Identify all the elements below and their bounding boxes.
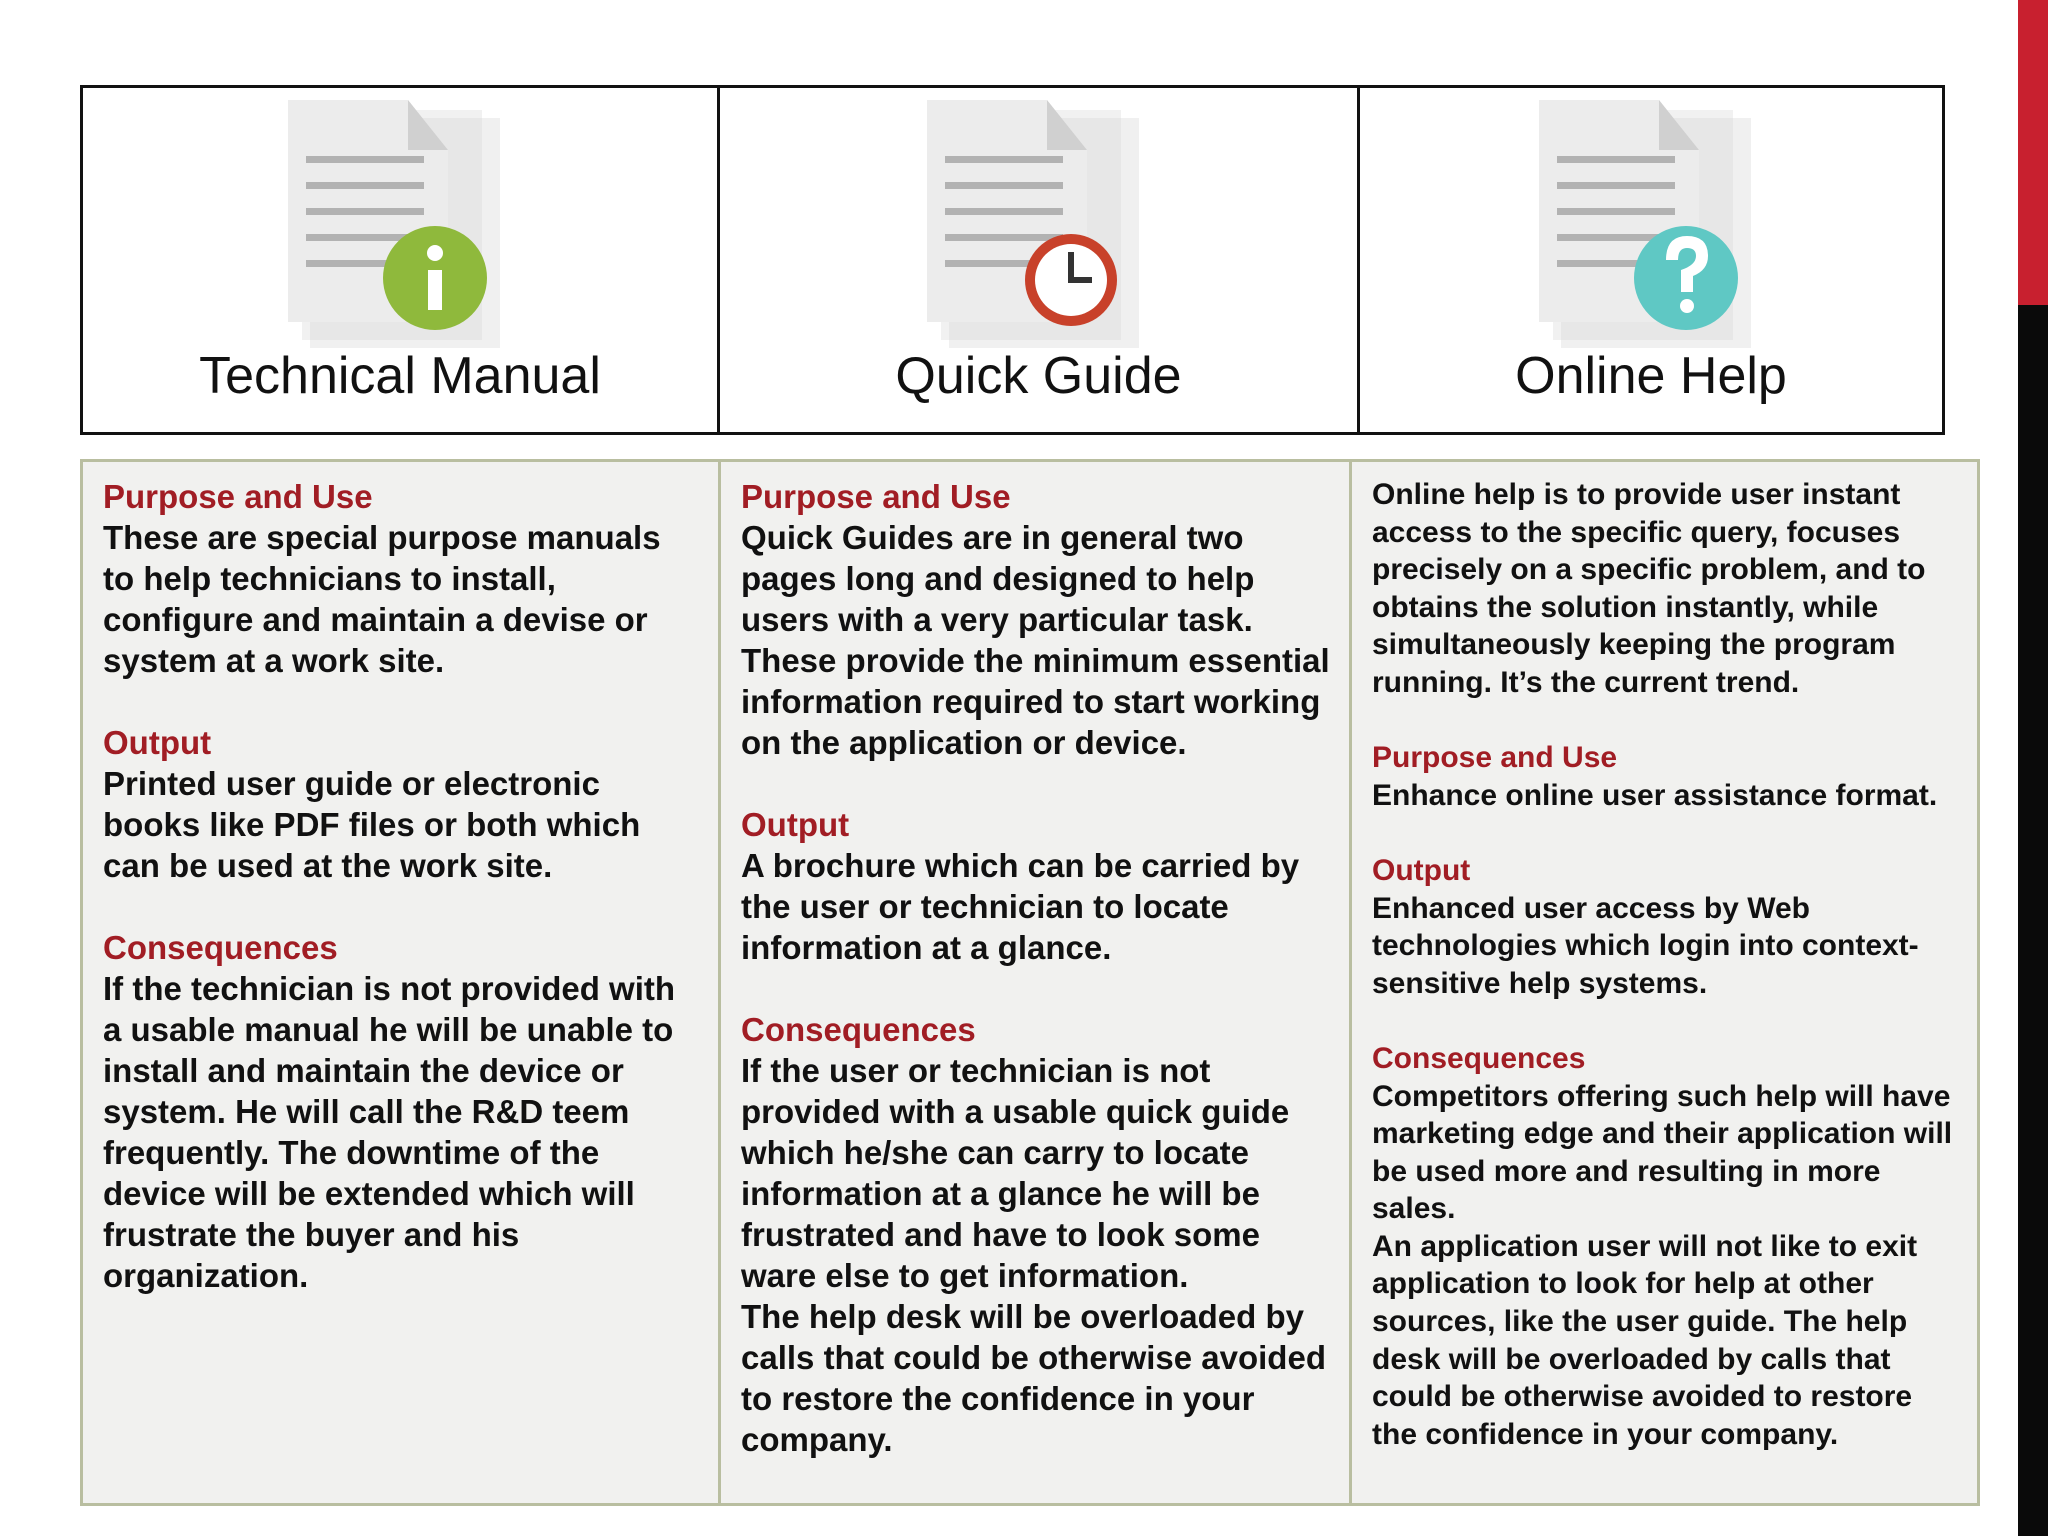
section-heading: Purpose and Use (103, 478, 373, 515)
header-title-quick-guide: Quick Guide (895, 347, 1182, 405)
section-text: If the technician is not provided with a usable manual he will be unable to install and maintain the device or system. He will call the R&D teem frequently. The downtime of the device will be extended which will frustrate the buyer and his organization. (103, 970, 676, 1294)
section-purpose (1372, 739, 1963, 814)
section-purpose (741, 476, 1331, 763)
header-cell-quick-guide (720, 88, 1360, 432)
accent-bar-black (2018, 305, 2048, 1536)
section-heading: Consequences (103, 929, 338, 966)
section-text: Competitors offering such help will have marketing edge and their application will be used more and resulting in more sales. (1372, 1079, 1953, 1226)
section-text: These are special purpose manuals to help technicians to install, configure and maintain a devise or system at a work site. (103, 519, 661, 679)
header-cell-online-help (1360, 88, 1942, 432)
document-clock-icon (919, 100, 1199, 350)
section-text: If the user or technician is not provided with a usable quick guide which he/she can carry to locate information at a glance he will be frustrated and have to look some ware else to get information. (741, 1052, 1290, 1294)
section-heading: Purpose and Use (741, 478, 1011, 515)
section-text: Enhanced user access by Web technologies which login into context-sensitive help systems. (1372, 891, 1919, 1000)
header-title-technical-manual: Technical Manual (199, 347, 601, 405)
section-text: The help desk will be overloaded by calls that could be otherwise avoided to restore the confidence in your company. (741, 1298, 1326, 1458)
section-consequences (1372, 1040, 1963, 1454)
header-table (80, 85, 1945, 435)
section-heading: Output (103, 724, 212, 761)
content-cell-technical-manual (83, 462, 721, 1503)
section-heading: Output (741, 806, 850, 843)
content-cell-online-help (1352, 462, 1977, 1503)
header-title-online-help: Online Help (1515, 347, 1787, 405)
section-consequences (741, 1009, 1331, 1460)
content-table (80, 459, 1980, 1506)
section-text: Online help is to provide user instant access to the specific query, focuses precisely on a specific problem, and to obtains the solution instantly, while simultaneously keeping the program running. It’s the current trend. (1372, 478, 1926, 699)
content-cell-quick-guide (721, 462, 1352, 1503)
section-purpose (103, 476, 700, 681)
section-text: An application user will not like to exit application to look for help at other sources, like the user guide. The help desk will be overloaded by calls that could be otherwise avoided to restore the confidence in your company. (1372, 1229, 1918, 1451)
header-cell-technical-manual (83, 88, 720, 432)
section-text: A brochure which can be carried by the user or technician to locate information at a glance. (741, 847, 1300, 966)
section-output (1372, 852, 1963, 1002)
section-text: Quick Guides are in general two pages long and designed to help users with a very particular task. These provide the minimum essential information required to start working on the application or device. (741, 519, 1330, 761)
section-heading: Consequences (741, 1011, 976, 1048)
section-heading: Purpose and Use (1372, 741, 1618, 775)
section-text: Enhance online user assistance format. (1372, 778, 1938, 812)
section-heading: Consequences (1372, 1041, 1586, 1075)
section-heading: Output (1372, 853, 1471, 887)
section-intro (1372, 476, 1963, 702)
document-question-icon (1531, 100, 1811, 350)
section-consequences (103, 927, 700, 1296)
section-text: Printed user guide or electronic books like PDF files or both which can be used at the work site. (103, 765, 641, 884)
section-output (741, 804, 1331, 968)
section-output (103, 722, 700, 886)
accent-bar-red (2018, 0, 2048, 305)
document-info-icon (280, 100, 560, 350)
